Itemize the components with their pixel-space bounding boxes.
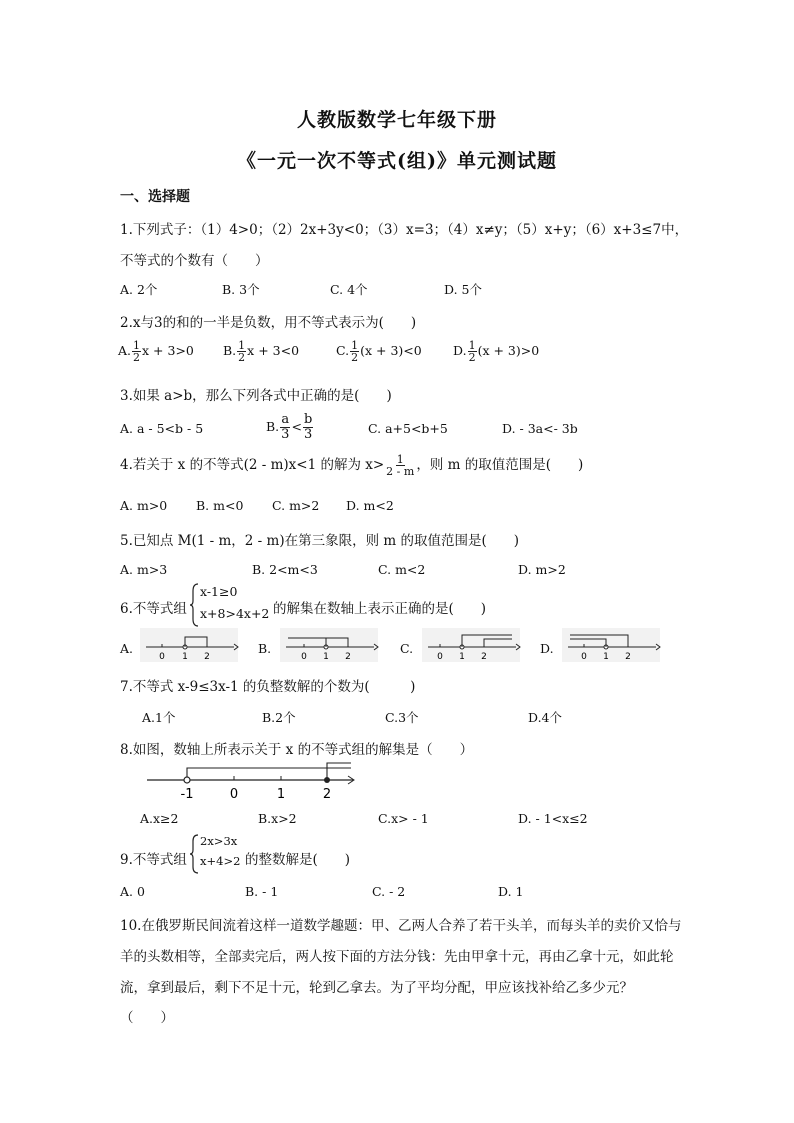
q2-option-b-expr: x + 3<0: [247, 343, 300, 358]
q9-system-line2: x+4>2: [200, 854, 241, 868]
tick-label: 1: [276, 787, 286, 802]
q3-option-a: A. a - 5<b - 5: [120, 421, 204, 436]
q6-number-line-d: [562, 628, 662, 664]
q3-option-c: C. a+5<b+5: [368, 421, 448, 436]
q3-stem: 3.如果 a>b，那么下列各式中正确的是( ): [120, 388, 392, 404]
q7-option-c: C.3个: [385, 710, 419, 725]
q6-number-line-a: [140, 628, 240, 664]
q8-option-a: A.x≥2: [140, 811, 179, 826]
q1-option-c: C. 4个: [330, 282, 368, 297]
q1-option-a: A. 2个: [120, 282, 158, 297]
tick-label: 2: [345, 652, 351, 662]
q9-option-a: A. 0: [120, 884, 145, 899]
tick-label: -1: [180, 787, 194, 802]
q6-option-b-label: B.: [258, 641, 272, 656]
q2-option-c: [336, 340, 422, 363]
q2-option-b-label: B.: [223, 343, 237, 358]
q6-number-line-c: [422, 628, 522, 664]
q7-stem: 7.不等式 x-9≤3x-1 的负整数解的个数为( ): [120, 679, 416, 695]
tick-label: 0: [229, 787, 239, 802]
q5-option-d: D. m>2: [518, 562, 566, 577]
q10-stem-line2: 羊的头数相等，全部卖完后，两人按下面的方法分钱：先由甲拿十元，再由乙拿十元，如此轮: [120, 949, 674, 965]
q5-option-a: A. m>3: [120, 562, 168, 577]
q2-option-b: [223, 340, 299, 363]
fraction: $\frac{1}{2}$: [351, 339, 359, 364]
q9-option-c: C. - 2: [372, 884, 406, 899]
q4-option-c: C. m>2: [272, 498, 320, 513]
q7-option-d: D.4个: [528, 710, 563, 725]
q9-stem-post: 的整数解是( ): [245, 852, 351, 868]
q2-option-a-label: A.: [118, 343, 132, 358]
q6-system-line2: x+8>4x+2: [200, 606, 270, 621]
q6-option-d-label: D.: [540, 641, 554, 656]
tick-label: 0: [437, 652, 443, 662]
q4-option-b: B. m<0: [196, 498, 244, 513]
q9-option-d: D. 1: [498, 884, 524, 899]
q4-stem: 4.若关于 x 的不等式(2 - m)x<1 的解为 x> $\frac{1}{2 - m}$ ，则 m 的取值范围是( ): [120, 453, 584, 478]
q8-number-line: [145, 760, 360, 802]
q10-stem-line4: （ ）: [120, 1010, 174, 1026]
q6-option-c-label: C.: [400, 641, 414, 656]
q1-option-b: B. 3个: [222, 282, 260, 297]
q2-option-c-label: C.: [336, 343, 350, 358]
q2-option-a-expr: x + 3>0: [142, 343, 194, 358]
q10-stem-line3: 流，拿到最后，剩下不足十元，轮到乙拿去。为了平均分配，甲应该找补给乙多少元？: [120, 980, 633, 996]
page-subtitle: 《一元一次不等式(组)》单元测试题: [237, 150, 557, 172]
tick-label: 2: [204, 652, 210, 662]
section-heading: 一、选择题: [120, 189, 190, 205]
q2-option-d-expr: (x + 3)>0: [477, 343, 540, 358]
tick-label: 1: [323, 652, 329, 662]
fraction: $\frac{b}{3}$: [303, 412, 313, 442]
q7-option-a: A.1个: [142, 710, 176, 725]
tick-label: 1: [603, 652, 609, 662]
q3-option-b: B. $\frac{a}{3}$ < $\frac{b}{3}$: [266, 412, 313, 442]
q6-number-line-b: [280, 628, 380, 664]
q5-stem: 5.已知点 M(1 - m，2 - m)在第三象限，则 m 的取值范围是( ): [120, 533, 520, 549]
tick-label: 0: [581, 652, 587, 662]
q2-option-a: [118, 340, 194, 363]
q6-stem-post: 的解集在数轴上表示正确的是( ): [273, 601, 487, 617]
tick-label: 1: [459, 652, 465, 662]
tick-label: 0: [301, 652, 307, 662]
q9-stem-pre: 9.不等式组: [120, 852, 187, 868]
tick-label: 2: [625, 652, 631, 662]
q5-option-c: C. m<2: [378, 562, 426, 577]
q2-stem: 2.x与3的和的一半是负数，用不等式表示为( ): [120, 315, 417, 331]
q9-system-line1: 2x>3x: [200, 834, 238, 848]
tick-label: 0: [159, 652, 165, 662]
q6-system-line1: x-1≥0: [200, 584, 238, 599]
q8-option-c: C.x> - 1: [378, 811, 429, 826]
tick-label: 2: [481, 652, 487, 662]
q1-option-d: D. 5个: [444, 282, 482, 297]
q4-option-d: D. m<2: [346, 498, 394, 513]
q7-option-b: B.2个: [262, 710, 296, 725]
q2-option-d-label: D.: [453, 343, 467, 358]
q3-option-d: D. - 3a<- 3b: [502, 421, 578, 436]
fraction: $\frac{1}{2}$: [468, 339, 476, 364]
q4-option-a: A. m>0: [120, 498, 168, 513]
q9-option-b: B. - 1: [245, 884, 279, 899]
q10-stem-line1: 10.在俄罗斯民间流着这样一道数学趣题：甲、乙两人合养了若干头羊，而每头羊的卖价又恰与: [120, 918, 682, 934]
fraction: $\frac{a}{3}$: [281, 412, 290, 442]
brace-icon: [190, 583, 200, 627]
tick-label: 1: [182, 652, 188, 662]
page-title: 人教版数学七年级下册: [296, 109, 497, 131]
q1-stem-line1: 1.下列式子：（1）4>0；（2）2x+3y<0；（3）x=3；（4）x≠y；（5）x+y；（6）x+3≤7中，: [120, 222, 689, 238]
tick-label: 2: [322, 787, 332, 802]
q6-option-a-label: A.: [120, 641, 134, 656]
q1-stem-line2: 不等式的个数有（ ）: [120, 253, 269, 269]
fraction: $\frac{1}{2}$: [238, 339, 246, 364]
brace-icon: [190, 834, 200, 874]
q8-option-d: D. - 1<x≤2: [518, 811, 588, 826]
fraction: $\frac{1}{2 - m}$: [386, 453, 415, 478]
q2-option-c-expr: (x + 3)<0: [360, 343, 422, 358]
q8-stem: 8.如图，数轴上所表示关于 x 的不等式组的解集是（ ）: [120, 742, 474, 758]
q6-stem-pre: 6.不等式组: [120, 601, 187, 617]
q2-option-d: [453, 340, 539, 363]
q5-option-b: B. 2<m<3: [252, 562, 318, 577]
fraction: $\frac{1}{2}$: [133, 339, 141, 364]
q8-option-b: B.x>2: [258, 811, 297, 826]
